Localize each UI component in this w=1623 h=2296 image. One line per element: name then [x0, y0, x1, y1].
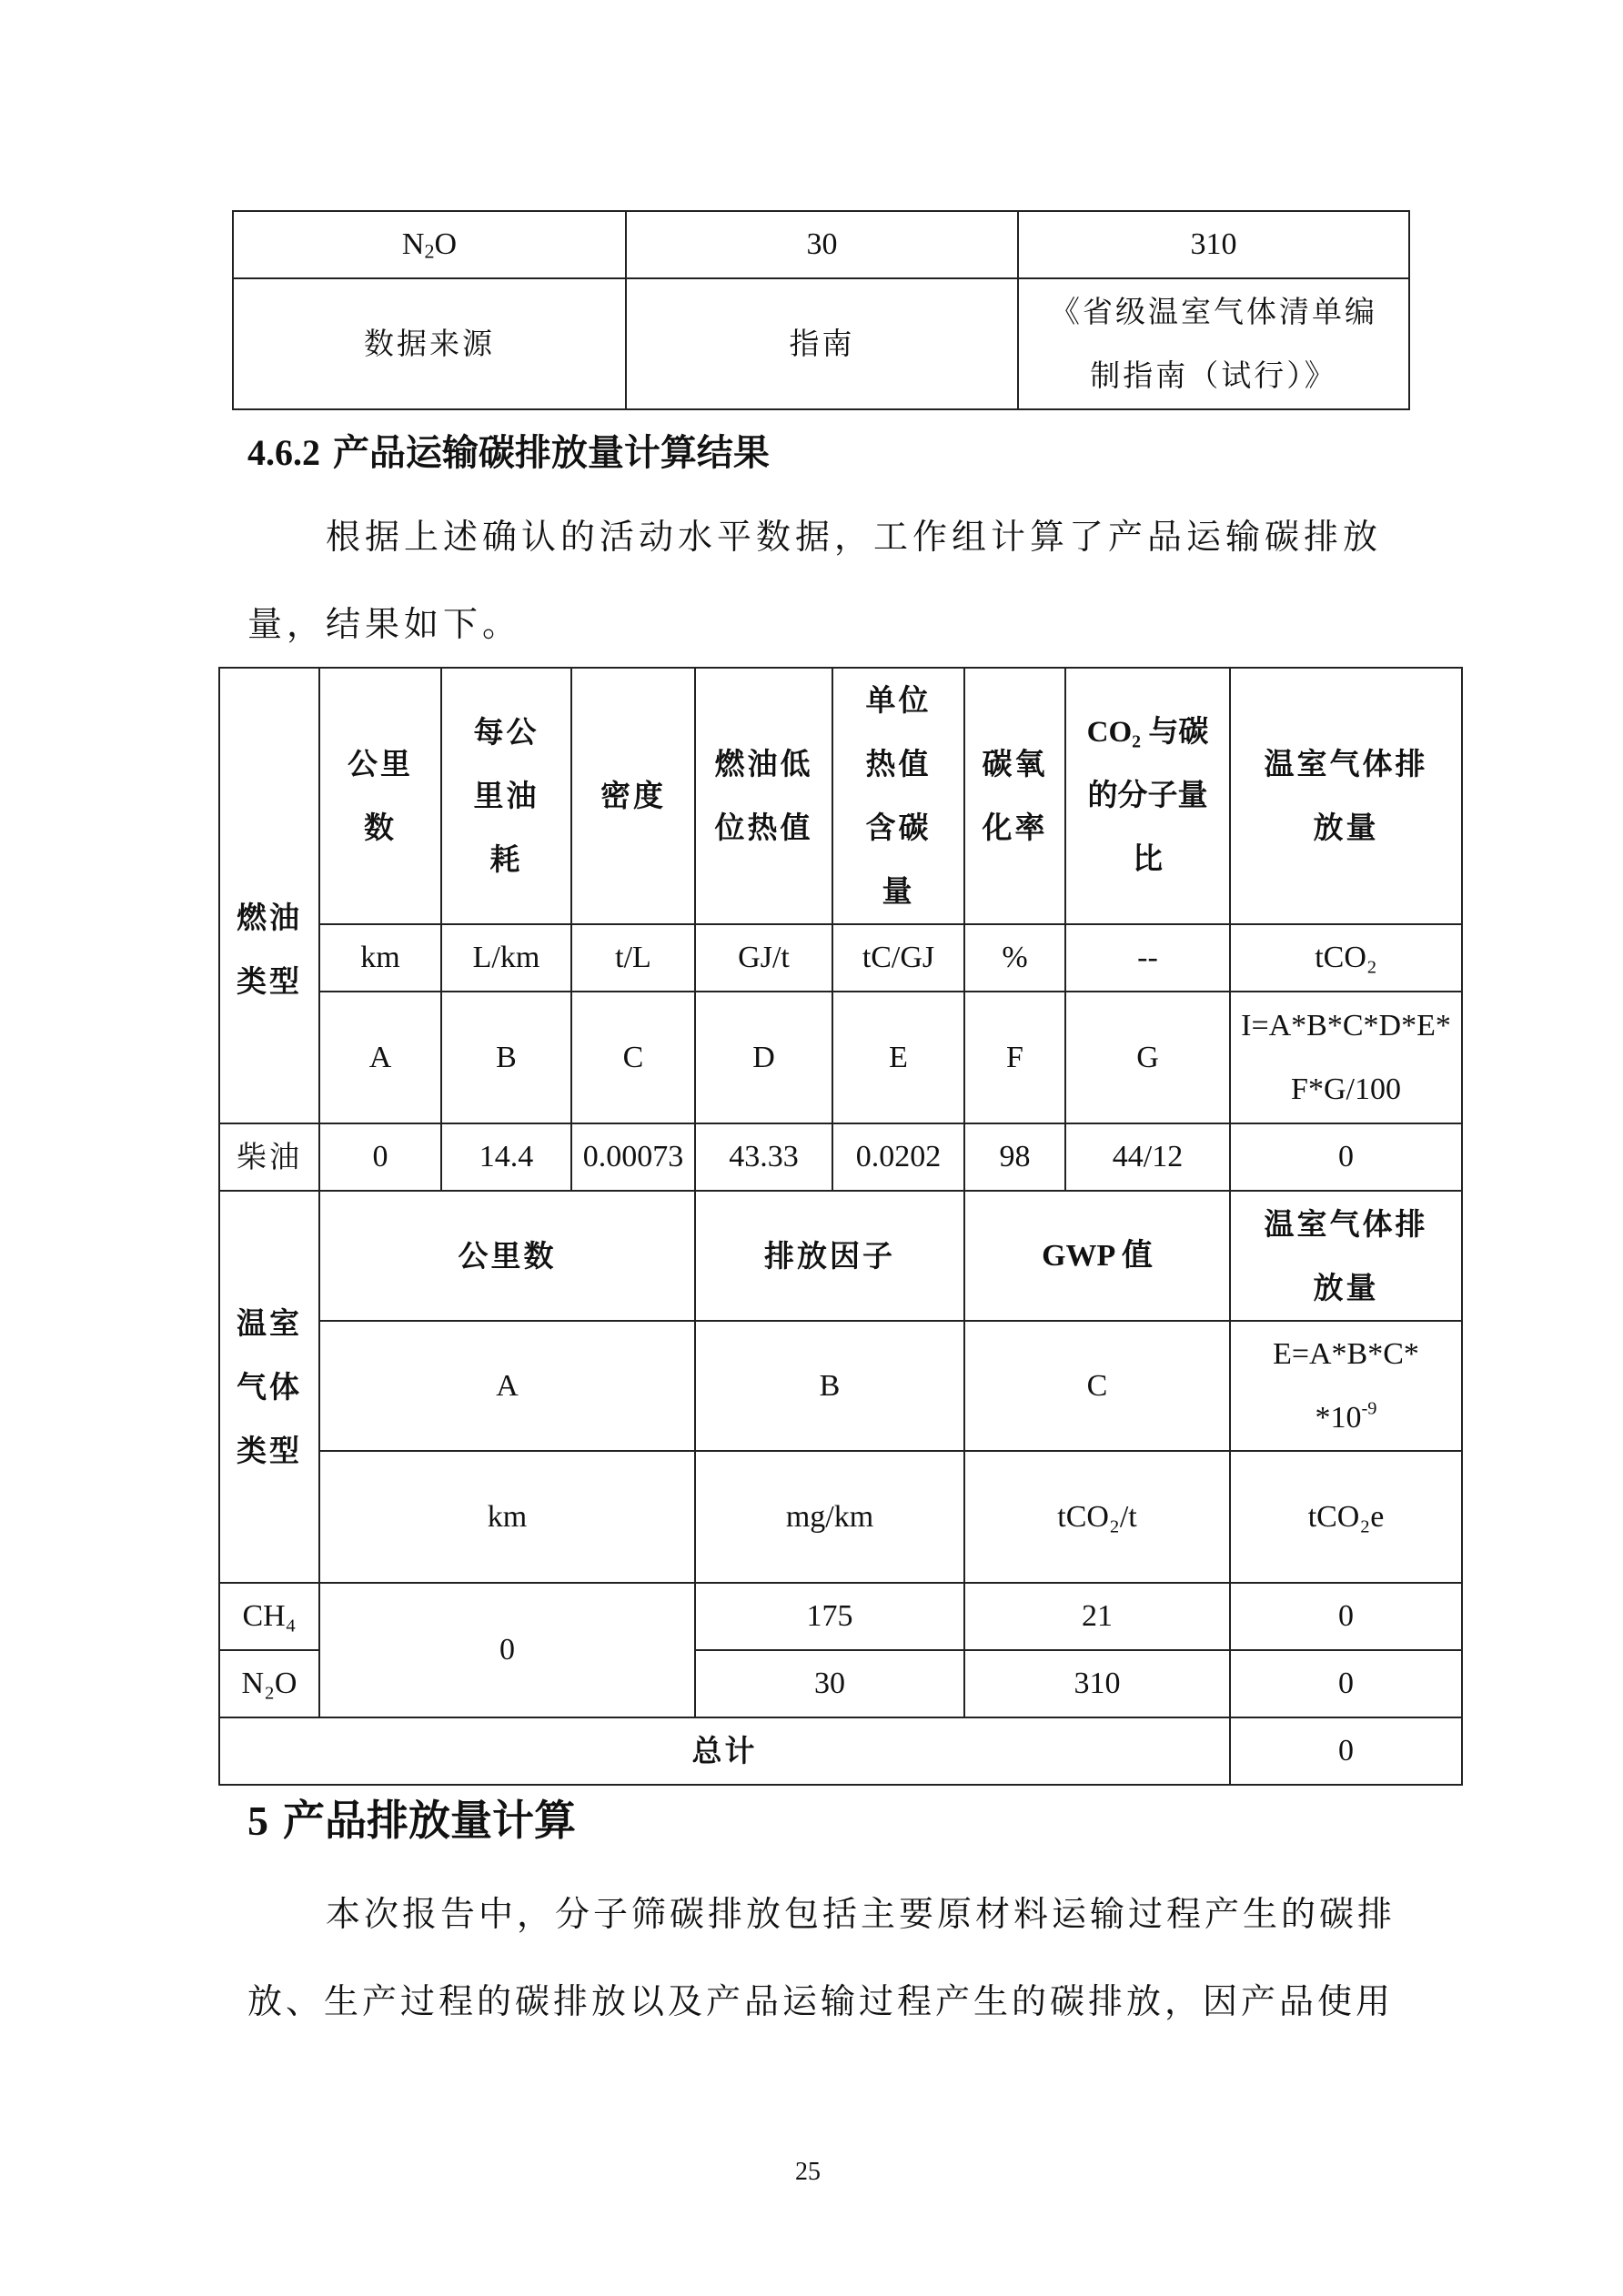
header-fuel-per-km: 每公里油耗: [441, 668, 571, 924]
ghg-type-label: 温室气体类型: [219, 1191, 319, 1583]
paragraph-line: 根据上述确认的活动水平数据，工作组计算了产品运输碳排放: [326, 517, 1383, 557]
paragraph-line: 量，结果如下。: [247, 604, 522, 644]
symbol-cell: E: [832, 992, 964, 1123]
value-cell: 0.00073: [571, 1123, 695, 1191]
header-carbon-content: 单位热值含碳量: [832, 668, 964, 924]
unit-cell: tCO₂: [1230, 924, 1462, 992]
unit-cell: L/km: [441, 924, 571, 992]
gwp-table-continued: [232, 210, 1410, 410]
symbol-cell: F: [964, 992, 1065, 1123]
unit-cell: tCO₂/t: [964, 1451, 1230, 1583]
section-number: 4.6.2: [247, 432, 320, 473]
gas-name: CH₄: [219, 1583, 319, 1650]
paragraph-line: 本次报告中，分子筛碳排放包括主要原材料运输过程产生的碳排: [326, 1894, 1396, 1934]
symbol-cell: A: [319, 992, 441, 1123]
symbol-cell: A: [319, 1321, 695, 1451]
value-cell: 0.0202: [832, 1123, 964, 1191]
data-source-label: 数据来源: [233, 278, 626, 409]
symbol-cell: C: [571, 992, 695, 1123]
section-number: 5: [247, 1798, 268, 1844]
data-source-reference: 《省级温室气体清单编制指南（试行）》: [1018, 278, 1409, 409]
fuel-name: 柴油: [219, 1123, 319, 1191]
gas-cell: $N_2O$: [233, 211, 626, 278]
gas-name: N₂O: [219, 1650, 319, 1717]
fuel-type-label: 燃油类型: [219, 668, 319, 1123]
section-title: 产品排放量计算: [283, 1796, 577, 1845]
ghg-header-km: 公里数: [319, 1191, 695, 1321]
value-cell: 310: [964, 1650, 1230, 1717]
transport-emission-table: [218, 667, 1463, 1786]
symbol-cell: C: [964, 1321, 1230, 1451]
unit-cell: t/L: [571, 924, 695, 992]
value-cell: 0: [1230, 1123, 1462, 1191]
header-mol-ratio: [1065, 668, 1230, 924]
symbol-cell: D: [695, 992, 832, 1123]
symbol-cell: B: [441, 992, 571, 1123]
value-cell: 175: [695, 1583, 964, 1650]
value-cell: 44/12: [1065, 1123, 1230, 1191]
section-heading-5: [247, 1787, 576, 1848]
total-label: 总计: [219, 1717, 1230, 1785]
formula-cell: I=A*B*C*D*E*F*G/100: [1230, 992, 1462, 1123]
value-cell: 21: [964, 1583, 1230, 1650]
value-cell: 0: [319, 1123, 441, 1191]
value-cell: 98: [964, 1123, 1065, 1191]
unit-cell: mg/km: [695, 1451, 964, 1583]
value-cell: 0: [1230, 1583, 1462, 1650]
section-heading-4-6-2: [247, 424, 770, 476]
header-density: 密度: [571, 668, 695, 924]
ghg-formula-cell: E=A*B*C* $*10^{-9}$: [1230, 1321, 1462, 1451]
header-mol-ratio-text: CO₂ 与碳的分子量比: [1086, 716, 1209, 876]
unit-cell: %: [964, 924, 1065, 992]
ghg-header-gwp: [964, 1191, 1230, 1321]
header-ghg-emission: 温室气体排放量: [1230, 668, 1462, 924]
total-value: 0: [1230, 1717, 1462, 1785]
data-source-value: 指南: [626, 278, 1018, 409]
value-cell: 30: [695, 1650, 964, 1717]
header-oxidation-rate: 碳氧化率: [964, 668, 1065, 924]
paragraph-line: 放、生产过程的碳排放以及产品运输过程产生的碳排放，因产品使用: [247, 1981, 1395, 2021]
symbol-cell: B: [695, 1321, 964, 1451]
ghg-header-factor: 排放因子: [695, 1191, 964, 1321]
value-cell: 43.33: [695, 1123, 832, 1191]
unit-cell: km: [319, 1451, 695, 1583]
value-cell: 0: [1230, 1650, 1462, 1717]
ghg-km-value: 0: [319, 1583, 695, 1717]
unit-cell: km: [319, 924, 441, 992]
symbol-cell: G: [1065, 992, 1230, 1123]
value-cell: 14.4: [441, 1123, 571, 1191]
header-ncv: 燃油低位热值: [695, 668, 832, 924]
header-km: 公里数: [319, 668, 441, 924]
value-cell: 30: [626, 211, 1018, 278]
value-cell: 310: [1018, 211, 1409, 278]
ghg-header-emission: 温室气体排放量: [1230, 1191, 1462, 1321]
page-number: 25: [795, 2158, 821, 2186]
unit-cell: tC/GJ: [832, 924, 964, 992]
ghg-header-gwp-text: GWP 值: [1042, 1238, 1153, 1273]
unit-cell: tCO₂e: [1230, 1451, 1462, 1583]
section-title: 产品运输碳排放量计算结果: [332, 432, 770, 474]
unit-cell: GJ/t: [695, 924, 832, 992]
unit-cell: --: [1065, 924, 1230, 992]
